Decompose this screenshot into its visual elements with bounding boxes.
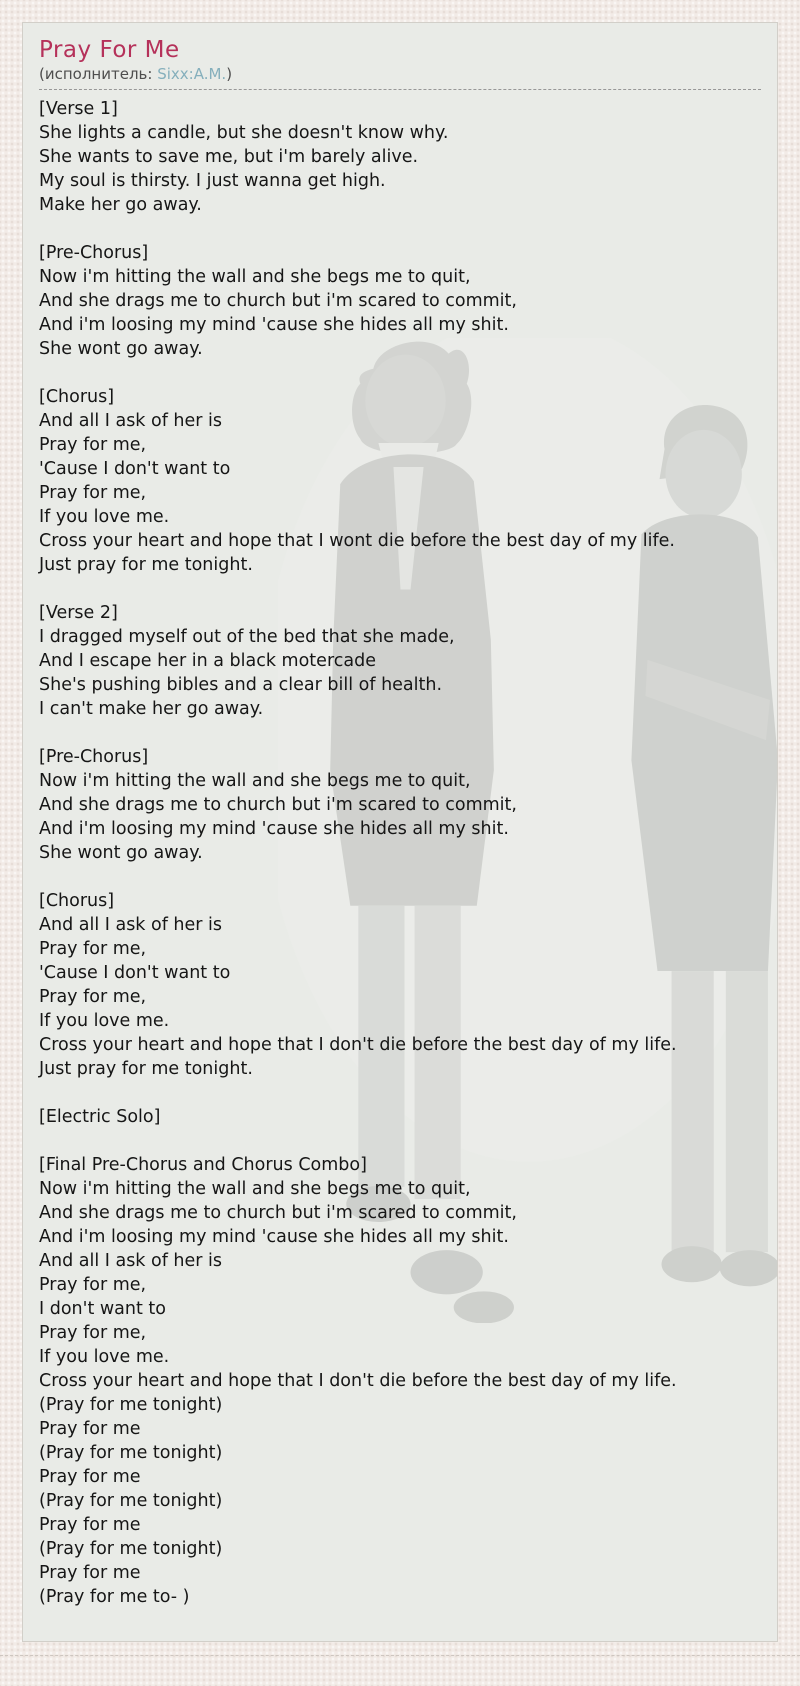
lyric-line: And she drags me to church but i'm scared to commit, bbox=[39, 795, 517, 815]
lyric-line: And i'm loosing my mind 'cause she hides all my shit. bbox=[39, 819, 509, 839]
artist-line-suffix: ) bbox=[226, 65, 233, 83]
lyric-line: [Chorus] bbox=[39, 387, 115, 407]
lyric-line: Pray for me, bbox=[39, 1275, 147, 1295]
lyrics-stanza bbox=[39, 1105, 761, 1129]
lyric-line: I dragged myself out of the bed that she made, bbox=[39, 627, 455, 647]
lyric-line: Pray for me, bbox=[39, 435, 147, 455]
lyric-line: Pray for me, bbox=[39, 483, 147, 503]
lyric-line: She's pushing bibles and a clear bill of health. bbox=[39, 675, 443, 695]
lyric-line: My soul is thirsty. I just wanna get high. bbox=[39, 171, 386, 191]
lyric-line: Pray for me bbox=[39, 1419, 141, 1439]
card-content bbox=[39, 37, 761, 1609]
lyric-line: Just pray for me tonight. bbox=[39, 1059, 253, 1079]
lyric-line: I can't make her go away. bbox=[39, 699, 264, 719]
lyric-line: And she drags me to church but i'm scared to commit, bbox=[39, 291, 517, 311]
artist-link[interactable]: Sixx:A.M. bbox=[157, 65, 227, 83]
lyric-line: 'Cause I don't want to bbox=[39, 963, 231, 983]
lyrics-stanza bbox=[39, 97, 761, 217]
lyric-line: [Electric Solo] bbox=[39, 1107, 161, 1127]
lyric-line: I don't want to bbox=[39, 1299, 166, 1319]
lyric-line: Pray for me, bbox=[39, 939, 147, 959]
lyric-line: Pray for me, bbox=[39, 1323, 147, 1343]
lyric-line: Cross your heart and hope that I don't die before the best day of my life. bbox=[39, 1371, 677, 1391]
lyric-line: Make her go away. bbox=[39, 195, 202, 215]
artist-label: (исполнитель: bbox=[39, 65, 158, 83]
lyric-line: Cross your heart and hope that I don't die before the best day of my life. bbox=[39, 1035, 677, 1055]
artist-line bbox=[39, 64, 761, 90]
lyric-line: Just pray for me tonight. bbox=[39, 555, 253, 575]
lyric-line: [Chorus] bbox=[39, 891, 115, 911]
lyrics-stanza bbox=[39, 1153, 761, 1609]
lyric-line: (Pray for me to- ) bbox=[39, 1587, 190, 1607]
lyric-line: And all I ask of her is bbox=[39, 1251, 223, 1271]
lyrics-stanza bbox=[39, 601, 761, 721]
lyric-line: (Pray for me tonight) bbox=[39, 1443, 223, 1463]
lyric-line: [Verse 2] bbox=[39, 603, 118, 623]
lyric-line: And all I ask of her is bbox=[39, 411, 223, 431]
lyric-line: If you love me. bbox=[39, 1011, 170, 1031]
lyric-line: Now i'm hitting the wall and she begs me to quit, bbox=[39, 1179, 471, 1199]
lyrics-stanza bbox=[39, 241, 761, 361]
lyric-line: She wants to save me, but i'm barely alive. bbox=[39, 147, 419, 167]
lyric-line: [Verse 1] bbox=[39, 99, 118, 119]
bottom-divider bbox=[0, 1655, 800, 1656]
lyrics-stanza bbox=[39, 889, 761, 1081]
lyric-line: And all I ask of her is bbox=[39, 915, 223, 935]
lyric-line: (Pray for me tonight) bbox=[39, 1491, 223, 1511]
lyric-line: Cross your heart and hope that I wont die before the best day of my life. bbox=[39, 531, 675, 551]
lyrics-text bbox=[39, 97, 761, 1609]
lyric-line: (Pray for me tonight) bbox=[39, 1395, 223, 1415]
lyric-line: Pray for me bbox=[39, 1515, 141, 1535]
lyric-line: 'Cause I don't want to bbox=[39, 459, 231, 479]
lyric-line: (Pray for me tonight) bbox=[39, 1539, 223, 1559]
lyric-line: Pray for me, bbox=[39, 987, 147, 1007]
lyric-line: Pray for me bbox=[39, 1563, 141, 1583]
lyric-line: If you love me. bbox=[39, 1347, 170, 1367]
lyric-line: She wont go away. bbox=[39, 843, 203, 863]
song-title: Pray For Me bbox=[39, 37, 180, 63]
lyric-line: [Pre-Chorus] bbox=[39, 747, 149, 767]
lyric-line: And she drags me to church but i'm scared to commit, bbox=[39, 1203, 517, 1223]
lyrics-stanza bbox=[39, 745, 761, 865]
lyrics-card bbox=[22, 22, 778, 1642]
lyric-line: Now i'm hitting the wall and she begs me to quit, bbox=[39, 267, 471, 287]
lyric-line: [Final Pre-Chorus and Chorus Combo] bbox=[39, 1155, 367, 1175]
lyric-line: And i'm loosing my mind 'cause she hides all my shit. bbox=[39, 1227, 509, 1247]
lyric-line: If you love me. bbox=[39, 507, 170, 527]
lyric-line: She wont go away. bbox=[39, 339, 203, 359]
lyrics-stanza bbox=[39, 385, 761, 577]
lyric-line: And I escape her in a black motercade bbox=[39, 651, 376, 671]
lyric-line: She lights a candle, but she doesn't know why. bbox=[39, 123, 449, 143]
lyric-line: And i'm loosing my mind 'cause she hides all my shit. bbox=[39, 315, 509, 335]
lyric-line: [Pre-Chorus] bbox=[39, 243, 149, 263]
lyric-line: Pray for me bbox=[39, 1467, 141, 1487]
lyric-line: Now i'm hitting the wall and she begs me to quit, bbox=[39, 771, 471, 791]
